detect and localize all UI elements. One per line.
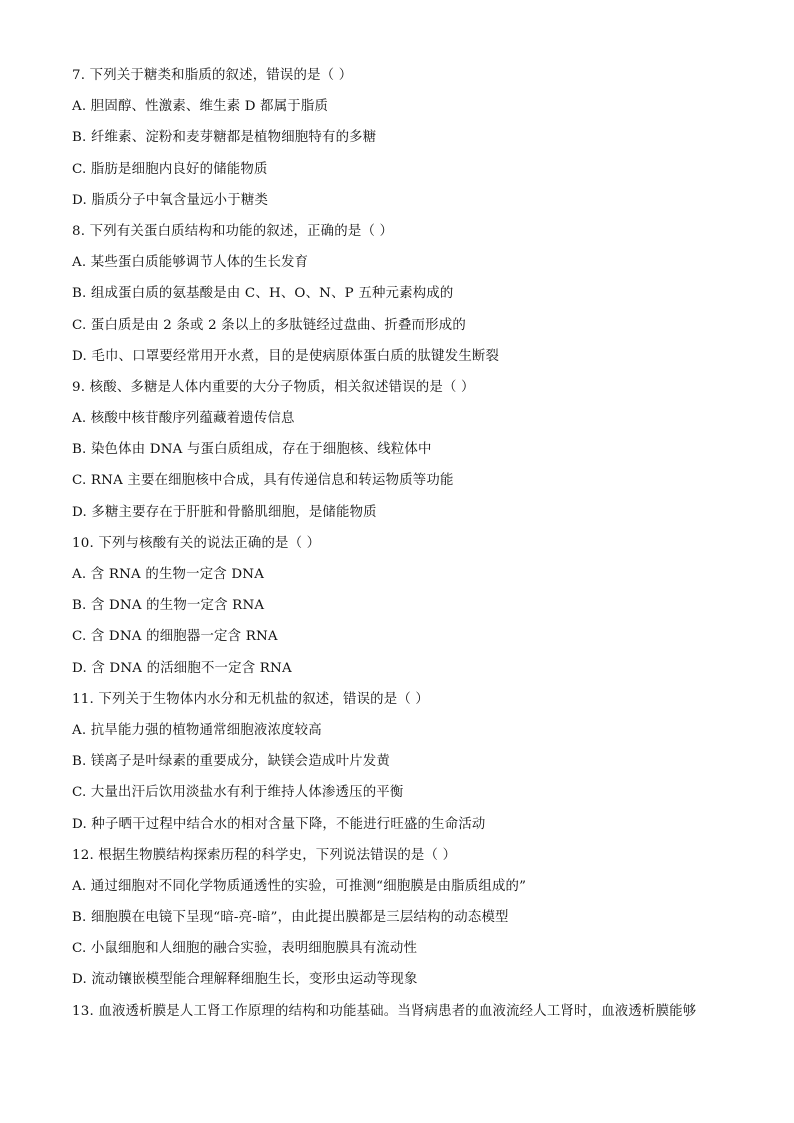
question-7-option-b: B. 纤维素、淀粉和麦芽糖都是植物细胞特有的多糖 xyxy=(72,130,377,146)
question-7-stem: 7. 下列关于糖类和脂质的叙述，错误的是（ ） xyxy=(72,68,353,83)
question-11-option-c: C. 大量出汗后饮用淡盐水有利于维持人体渗透压的平衡 xyxy=(72,785,404,801)
question-9-stem: 9. 核酸、多糖是人体内重要的大分子物质，相关叙述错误的是（ ） xyxy=(72,379,475,395)
question-12-option-b: B. 细胞膜在电镜下呈现“暗-亮-暗”，由此提出膜都是三层结构的动态模型 xyxy=(72,910,509,926)
question-13-stem: 13. 血液透析膜是人工肾工作原理的结构和功能基础。当肾病患者的血液流经人工肾时，血液透析膜能够 xyxy=(72,1003,697,1019)
question-10-option-a: A. 含 RNA 的生物一定含 DNA xyxy=(72,567,265,582)
question-7-option-a: A. 胆固醇、性激素、维生素 D 都属于脂质 xyxy=(72,99,329,115)
question-8-option-b: B. 组成蛋白质的氨基酸是由 C、H、O、N、P 五种元素构成的 xyxy=(72,286,454,302)
question-9-option-a: A. 核酸中核苷酸序列蕴藏着遗传信息 xyxy=(72,411,295,427)
question-12-option-d: D. 流动镶嵌模型能合理解释细胞生长，变形虫运动等现象 xyxy=(72,972,418,988)
question-10-option-b: B. 含 DNA 的生物一定含 RNA xyxy=(72,598,265,614)
question-9-option-b: B. 染色体由 DNA 与蛋白质组成，存在于细胞核、线粒体中 xyxy=(72,442,432,458)
question-11-option-b: B. 镁离子是叶绿素的重要成分，缺镁会造成叶片发黄 xyxy=(72,754,390,770)
question-8-option-c: C. 蛋白质是由 2 条或 2 条以上的多肽链经过盘曲、折叠而形成的 xyxy=(72,317,466,333)
question-10-option-d: D. 含 DNA 的活细胞不一定含 RNA xyxy=(72,660,292,676)
question-11-option-a: A. 抗旱能力强的植物通常细胞液浓度较高 xyxy=(72,722,322,738)
exam-page xyxy=(72,63,732,1030)
question-11-option-d: D. 种子晒干过程中结合水的相对含量下降，不能进行旺盛的生命活动 xyxy=(72,816,486,832)
question-11-stem: 11. 下列关于生物体内水分和无机盐的叙述，错误的是（ ） xyxy=(72,691,429,707)
question-9-option-c: C. RNA 主要在细胞核中合成，具有传递信息和转运物质等功能 xyxy=(72,473,454,489)
question-9-option-d: D. 多糖主要存在于肝脏和骨骼肌细胞，是储能物质 xyxy=(72,504,377,520)
question-10-stem: 10. 下列与核酸有关的说法正确的是（ ） xyxy=(72,535,321,551)
question-12-option-a: A. 通过细胞对不同化学物质通透性的实验，可推测“细胞膜是由脂质组成的” xyxy=(72,878,527,894)
question-10-option-c: C. 含 DNA 的细胞器一定含 RNA xyxy=(72,629,278,645)
question-8-stem: 8. 下列有关蛋白质结构和功能的叙述，正确的是（ ） xyxy=(72,223,394,239)
question-8-option-a: A. 某些蛋白质能够调节人体的生长发育 xyxy=(72,255,309,271)
question-7-option-d: D. 脂质分子中氧含量远小于糖类 xyxy=(72,192,269,208)
question-12-stem: 12. 根据生物膜结构探索历程的科学史，下列说法错误的是（ ） xyxy=(72,847,457,863)
question-12-option-c: C. 小鼠细胞和人细胞的融合实验，表明细胞膜具有流动性 xyxy=(72,941,418,957)
question-7-option-c: C. 脂肪是细胞内良好的储能物质 xyxy=(72,161,268,177)
question-8-option-d: D. 毛巾、口罩要经常用开水煮，目的是使病原体蛋白质的肽键发生断裂 xyxy=(72,348,500,364)
